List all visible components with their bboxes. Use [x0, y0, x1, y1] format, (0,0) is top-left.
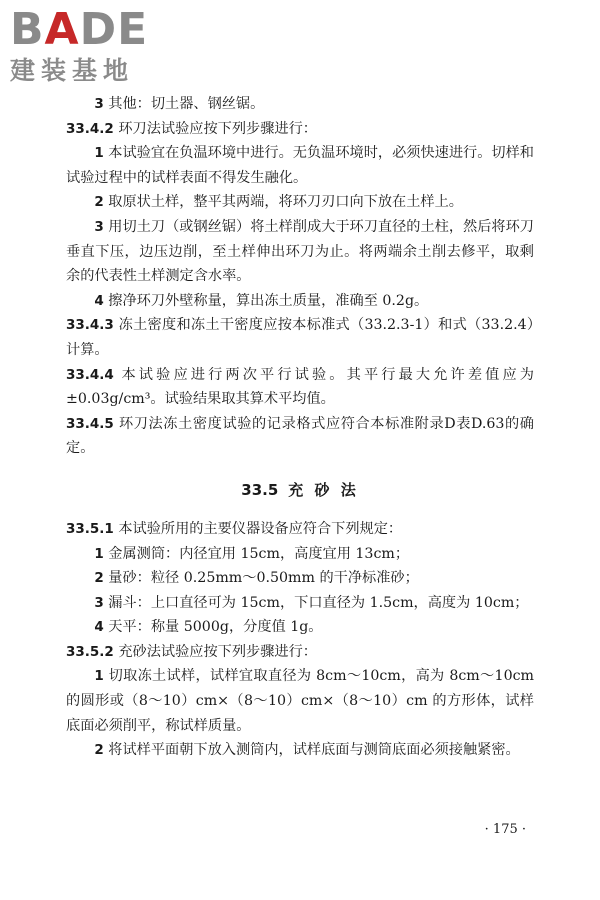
clause-number: 33.4.5 [66, 415, 114, 432]
paragraph-2 [66, 117, 534, 142]
para-text: 金属测筒：内径宜用 15cm，高度宜用 13cm； [103, 545, 410, 562]
section-title: 充 砂 法 [288, 480, 359, 499]
paragraph-15 [66, 640, 534, 665]
section-number: 33.5 [241, 480, 279, 499]
paragraph-13 [66, 591, 534, 616]
para-text: 取原状土样，整平其两端，将环刀刃口向下放在土样上。 [103, 194, 463, 211]
para-text: 切取冻土试样，试样宜取直径为 8cm～10cm，高为 8cm～10cm 的圆形或（8～10）cm×（8～10）cm×（8～10）cm 的方形体，试样底面必须削平，称试样质量。 [66, 668, 534, 734]
para-number: 1 [94, 545, 104, 562]
paragraph-1 [66, 92, 534, 117]
page-content [66, 92, 534, 763]
para-text: 环刀法冻土密度试验的记录格式应符合本标准附录D表D.63的确定。 [66, 415, 534, 457]
paragraph-6 [66, 289, 534, 314]
para-text: 用切土刀（或钢丝锯）将土样削成大于环刀直径的土柱，然后将环刀垂直下压，边压边削，至土样伸出环刀为止。将两端余土削去修平，取剩余的代表性土样测定含水率。 [66, 218, 534, 285]
para-number: 3 [94, 218, 104, 235]
logo-subtitle: 建装基地 [10, 56, 135, 85]
paragraph-5 [66, 215, 534, 289]
para-text: 本试验应进行两次平行试验。其平行最大允许差值应为±0.03g/cm³。试验结果取其算术平均值。 [66, 366, 534, 408]
para-text: 充砂法试验应按下列步骤进行： [113, 643, 317, 660]
section-heading [66, 477, 534, 503]
logo-letter-a: A [44, 4, 80, 55]
para-text: 环刀法试验应按下列步骤进行： [113, 120, 317, 137]
para-text: 漏斗：上口直径可为 15cm，下口直径为 1.5cm，高度为 10cm； [103, 594, 529, 611]
paragraph-10 [66, 517, 534, 542]
para-text: 本试验所用的主要仪器设备应符合下列规定： [113, 520, 403, 537]
para-text: 擦净环刀外壁称量，算出冻土质量，准确至 0.2g。 [103, 292, 429, 309]
para-text: 冻土密度和冻土干密度应按本标准式（33.2.3-1）和式（33.2.4）计算。 [66, 317, 534, 358]
paragraph-12 [66, 566, 534, 591]
clause-number: 33.4.3 [66, 317, 114, 334]
paragraph-8 [66, 363, 534, 412]
paragraph-16 [66, 664, 534, 738]
paragraph-11 [66, 542, 534, 567]
para-number: 2 [94, 194, 104, 211]
para-text: 天平：称量 5000g，分度值 1g。 [103, 619, 323, 636]
para-number: 1 [94, 668, 104, 685]
para-text: 将试样平面朝下放入测筒内，试样底面与测筒底面必须接触紧密。 [103, 742, 520, 759]
clause-number: 33.4.4 [66, 366, 114, 383]
logo-wordmark [10, 6, 180, 54]
logo-letters-de: DE [79, 4, 149, 55]
page-number: · 175 · [484, 822, 526, 837]
para-number: 4 [94, 619, 104, 636]
para-number: 3 [94, 594, 104, 611]
paragraph-4 [66, 190, 534, 215]
paragraph-14 [66, 615, 534, 640]
para-number: 2 [94, 570, 104, 587]
logo-letter-b: B [10, 4, 45, 55]
paragraph-9 [66, 412, 534, 461]
para-text: 其他：切土器、钢丝锯。 [103, 96, 265, 112]
clause-number: 33.5.1 [66, 520, 114, 537]
para-number: 2 [94, 742, 104, 759]
para-number: 4 [94, 292, 104, 309]
paragraph-17 [66, 738, 534, 763]
paragraph-7 [66, 313, 534, 362]
clause-number: 33.5.2 [66, 643, 114, 660]
para-text: 量砂：粒径 0.25mm～0.50mm 的干净标准砂； [103, 570, 419, 587]
para-text: 本试验宜在负温环境中进行。无负温环境时，必须快速进行。切样和试验过程中的试样表面不得发生融化。 [66, 145, 534, 186]
paragraph-3 [66, 141, 534, 190]
bade-logo [10, 6, 180, 90]
para-number: 1 [94, 145, 104, 162]
clause-number: 33.4.2 [66, 120, 114, 137]
para-number: 3 [94, 96, 104, 112]
